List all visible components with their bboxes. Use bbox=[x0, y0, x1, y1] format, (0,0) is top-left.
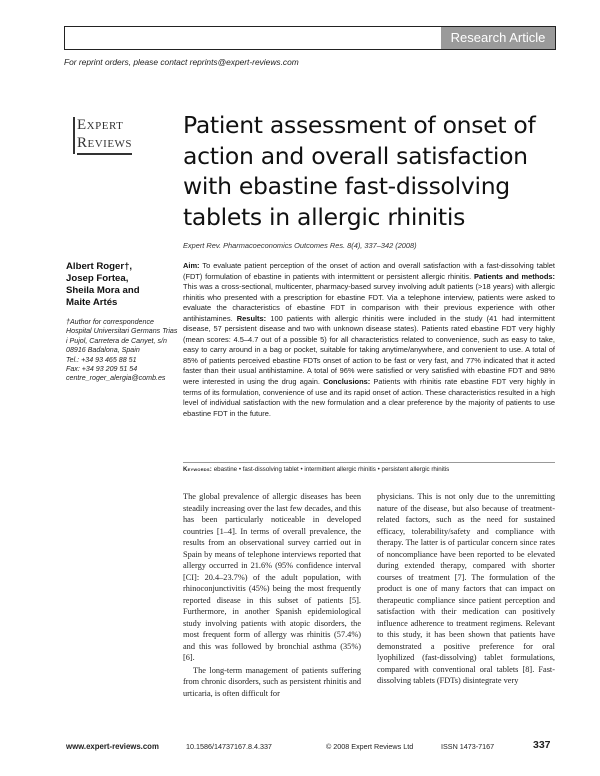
affiliation-tel: Tel.: +34 93 465 88 51 bbox=[66, 355, 137, 364]
body-paragraph: The long-term management of patients suffering from chronic disorders, such as persistent rhinitis and urticaria, is often difficult for bbox=[183, 665, 361, 698]
abstract-results: 100 patients with allergic rhinitis were included in the study (41 had intermittent disease, 57 persistent disease and two with unknown disease states). Patients rated ebastine FDT very highly (mean scores: 4.5–4.7 out of a possible 5) for all characteristics related to convenience, such as easy to take, easy to carry around in a bag or pocket, suitable for taking anytime/anywhere, and convenient to use. A total of 85% of patients perceived ebastine FDTs onset of action to be fast or very fast, and 77% indicated that it acted faster than their usual antihistamine. A total of 96% were satisfied or very satisfied with ebastine FDT and 98% were interested in using the drug again. bbox=[183, 313, 555, 387]
correspondence-note: †Author for correspondence bbox=[66, 318, 154, 326]
abstract-methods-label: Patients and methods: bbox=[473, 271, 555, 281]
author-line: Albert Roger†, bbox=[66, 261, 133, 272]
abstract-results-label: Results: bbox=[236, 313, 267, 323]
footer-doi: 10.1586/14737167.8.4.337 bbox=[186, 742, 272, 751]
abstract-conclusions-label: Conclusions: bbox=[323, 377, 371, 387]
author-line: Maite Artés bbox=[66, 297, 118, 308]
abstract bbox=[183, 261, 555, 419]
logo-line-1: Expert bbox=[77, 117, 124, 133]
abstract-methods: This was a cross-sectional, multicenter, pharmacy-based survey involving adult patients (>18 years) with allergic rhinitis who presented with a prescription for ebastine FDT. Via a telephone interview, patients were asked to evaluate the characteristics of ebastine FDT in comparison with their previous experience with other antihistamines. bbox=[183, 282, 555, 323]
footer-copyright: © 2008 Expert Reviews Ltd bbox=[326, 742, 414, 751]
affiliation-fax: Fax: +34 93 209 51 54 bbox=[66, 365, 138, 374]
author-affiliation bbox=[66, 318, 178, 384]
logo-bar bbox=[73, 117, 75, 154]
page-number: 337 bbox=[533, 739, 551, 751]
body-paragraph: The global prevalence of allergic diseases has been steadily increasing over the last few decades, and this has been particularly noticeable in developed countries [1–4]. In terms of overall prevalence, the results from an observational survey carried out in Spain by means of telephone interviews reported that allergy occurred in 21.6% (95% confidence interval [CI]: 20.4–23.7%) of the adult population, with rhinoconjunctivitis (45%) being the most frequently reported disease in this subset of patients [5]. Furthermore, in another Spanish epidemiological study involving patients with atopic disorders, the most frequent form of allergy was rhinitis (57.4%) and this was followed by bronchial asthma (35%) [6]. bbox=[183, 492, 361, 662]
keywords bbox=[183, 462, 555, 475]
section-tag: Research Article bbox=[441, 27, 555, 49]
abstract-conclusions: Patients with rhinitis rate ebastine FDT very highly in terms of its formulation, convenience of use and its rapid onset of action. These characteristics resulted in a high level of individual satisfaction with the new formulation and a clear preference by the majority of patients to use ebastine FDT in the future. bbox=[183, 377, 555, 418]
keywords-label: Keywords: bbox=[183, 466, 212, 473]
body-column-left bbox=[183, 491, 361, 699]
abstract-aim: To evaluate patient perception of the onset of action and overall satisfaction with a fast-dissolving tablet (FDT) formulation of ebastine in patients with intermittent or persistent allergic rhinitis. bbox=[183, 261, 555, 281]
abstract-aim-label: Aim: bbox=[183, 261, 200, 270]
affiliation-email[interactable]: centre_roger_alergia@comb.es bbox=[66, 374, 166, 383]
logo-line-2: Reviews bbox=[77, 134, 132, 155]
keywords-text: ebastine • fast-dissolving tablet • intermittent allergic rhinitis • persistent allergic rhinitis bbox=[212, 466, 450, 473]
article-citation: Expert Rev. Pharmacoeconomics Outcomes Res. 8(4), 337–342 (2008) bbox=[183, 241, 417, 250]
reprint-note: For reprint orders, please contact reprints@expert-reviews.com bbox=[64, 57, 299, 67]
article-title: Patient assessment of onset of action and overall satisfaction with ebastine fast-dissolving tablets in allergic rhinitis bbox=[183, 111, 536, 231]
author-line: Sheila Mora and bbox=[66, 285, 140, 296]
footer-website[interactable]: www.expert-reviews.com bbox=[66, 742, 159, 751]
body-column-right bbox=[377, 491, 555, 687]
author-line: Josep Fortea, bbox=[66, 273, 129, 284]
body-paragraph: physicians. This is not only due to the unremitting nature of the disease, but also because of treatment-related factors, such as the need for sustained efficacy, tolerability/safety and compliance with therapy. The latter is of particular concern since rates of noncompliance have been reported to be elevated during extended therapy, compared with shorter courses of treatment [7]. The formulation of the product is one of many factors that can impact on therapeutic compliance since patient perception and satisfaction with their medication can positively influence adherence to treatment regimens. Relevant to this study, it has been shown that patients have demonstrated a positive preference for oral lyophilized (fast-dissolving) tablet formulations, compared with conventional oral tablets [8]. Fast-dissolving tablets (FDTs) disintegrate very bbox=[377, 492, 555, 685]
affiliation-address: Hospital Universitari Germans Trias i Pujol, Carretera de Canyet, s/n 08916 Badalona, Spain bbox=[66, 327, 178, 355]
journal-logo bbox=[73, 116, 153, 156]
footer-issn: ISSN 1473-7167 bbox=[441, 742, 495, 751]
author-list bbox=[66, 261, 180, 309]
